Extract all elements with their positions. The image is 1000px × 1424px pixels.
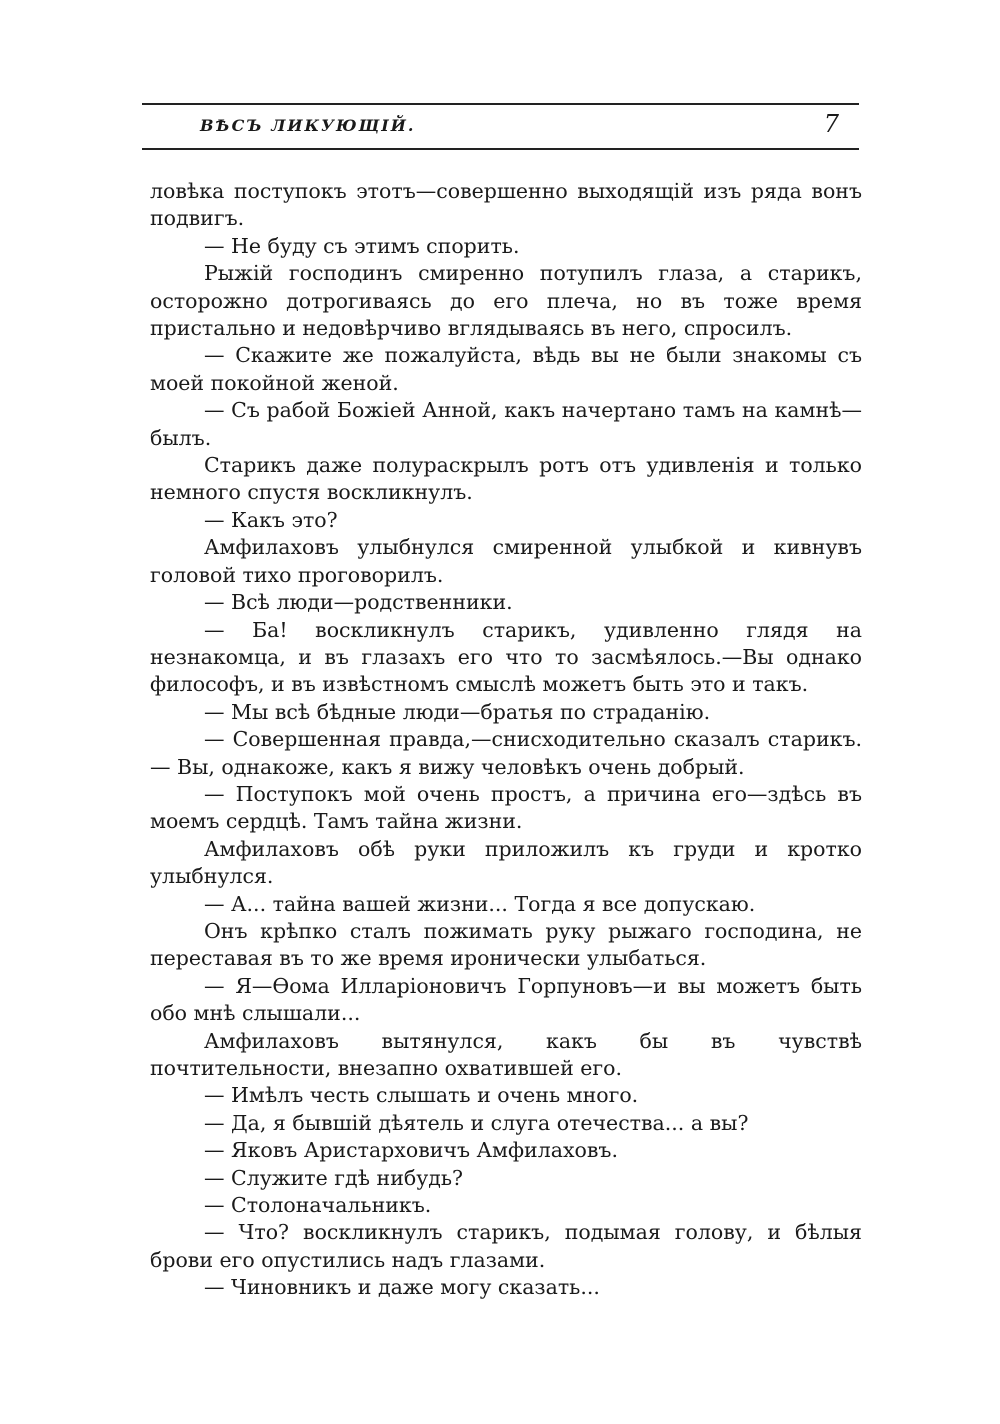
paragraph: Амфилаховъ обѣ руки приложилъ къ груди и кротко улыбнулся.	[150, 836, 862, 889]
text-body	[150, 178, 862, 1302]
page-number: 7	[823, 110, 840, 138]
paragraph: — Да, я бывшій дѣятель и слуга отечества... а вы?	[204, 1110, 749, 1135]
paragraph: ловѣка поступокъ этотъ—совершенно выходящій изъ ряда вонъ подвигъ.	[150, 179, 862, 231]
paragraph: — Совершенная правда,—снисходительно сказалъ старикъ.— Вы, однакоже, какъ я вижу человѣкъ очень добрый.	[150, 727, 862, 779]
running-head	[200, 110, 840, 142]
paragraph: — Скажите же пожалуйста, вѣдь вы не были знакомы съ моей покойной женой.	[150, 343, 862, 395]
paragraph: — Имѣлъ честь слышать и очень много.	[204, 1083, 639, 1108]
paragraph: — Служите гдѣ нибудь?	[204, 1165, 464, 1190]
paragraph: — Столоначальникъ.	[204, 1193, 432, 1218]
paragraph: — Яковъ Аристарховичъ Амфилаховъ.	[204, 1138, 618, 1163]
paragraph: Онъ крѣпко сталъ пожимать руку рыжаго господина, не переставая въ то же время иронически улыбаться.	[150, 918, 862, 971]
paragraph: — Поступокъ мой очень простъ, а причина его—здѣсь въ моемъ сердцѣ. Тамъ тайна жизни.	[150, 781, 862, 834]
paragraph: — Что? воскликнулъ старикъ, подымая голову, и бѣлыя брови его опустились надъ глазами.	[150, 1220, 862, 1272]
paragraph: — Чиновникъ и даже могу сказать...	[204, 1275, 600, 1300]
paragraph: — Какъ это?	[204, 507, 338, 532]
paragraph: — А... тайна вашей жизни... Тогда я все допускаю.	[204, 891, 756, 916]
paragraph: — Съ рабой Божіей Анной, какъ начертано тамъ на камнѣ—былъ.	[150, 398, 862, 450]
paragraph: Рыжій господинъ смиренно потупилъ глаза, а старикъ, осторожно дотрогиваясь до его плеча, но въ тоже время пристально и недовѣрчиво вглядываясь въ него, спросилъ.	[150, 261, 862, 341]
paragraph: Старикъ даже полураскрылъ ротъ отъ удивленія и только немного спустя воскликнулъ.	[150, 453, 862, 505]
running-title: ВѢСЪ ЛИКУЮЩІЙ.	[200, 116, 416, 135]
paragraph: Амфилаховъ улыбнулся смиренной улыбкой и кивнувъ головой тихо проговорилъ.	[150, 535, 862, 587]
header-rule-top	[142, 103, 859, 105]
paragraph: — Всѣ люди—родственники.	[204, 590, 513, 615]
paragraph: — Ба! воскликнулъ старикъ, удивленно глядя на незнакомца, и въ глазахъ его что то засмѣялось.—Вы однако философъ, и въ извѣстномъ смыслѣ можетъ быть это и такъ.	[150, 617, 862, 697]
paragraph: — Не буду съ этимъ спорить.	[204, 233, 520, 258]
header-rule-bottom	[142, 148, 859, 150]
paragraph: — Мы всѣ бѣдные люди—братья по страданію.	[204, 699, 711, 724]
paragraph: — Я—Ѳома Илларіоновичъ Горпуновъ—и вы можетъ быть обо мнѣ слышали...	[150, 973, 862, 1026]
paragraph: Амфилаховъ вытянулся, какъ бы въ чувствѣ почтительности, внезапно охватившей его.	[150, 1028, 862, 1080]
